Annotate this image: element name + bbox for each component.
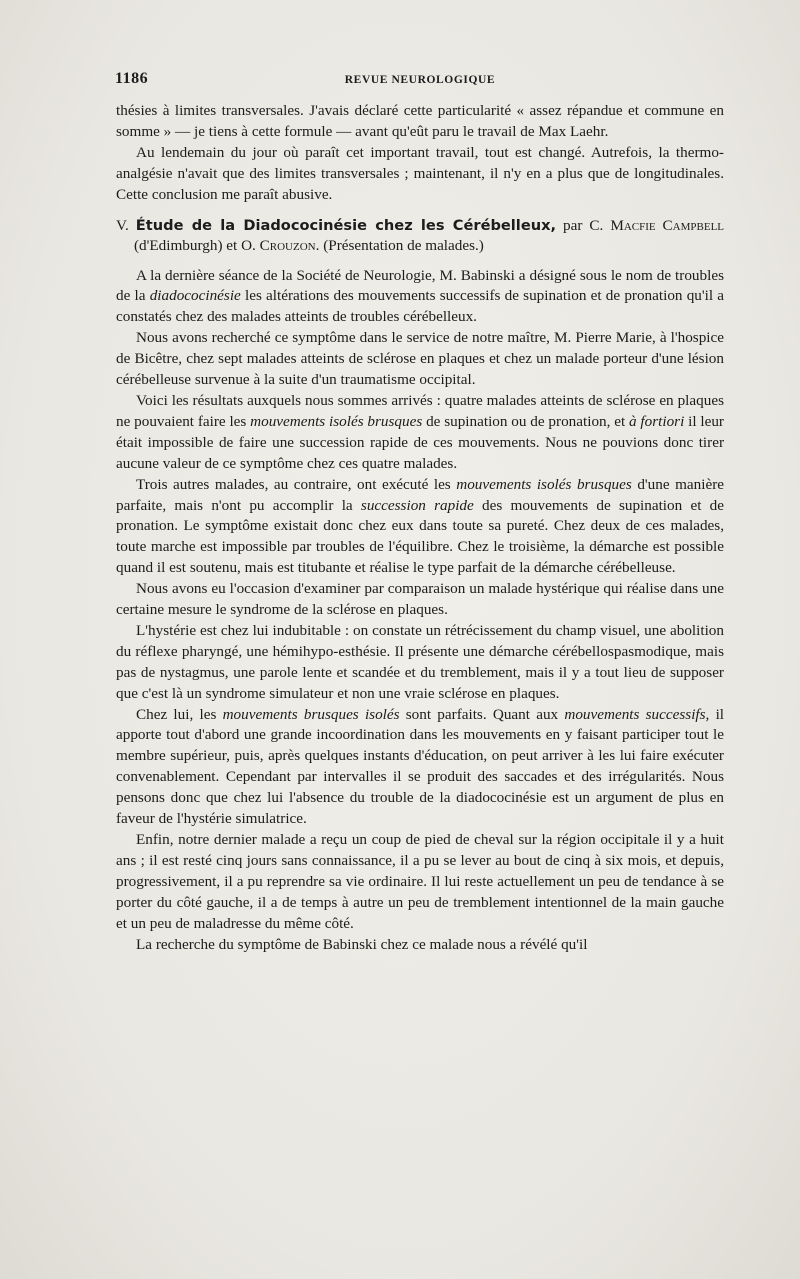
text-run: Voici les résultats auxquels nous sommes arrivés : quatre malades atteints de sclérose en plaques ne pouvaient faire les bbox=[116, 391, 724, 430]
author-name: Macfie Campbell bbox=[610, 216, 725, 234]
italic-term: mouvements brusques isolés bbox=[222, 705, 400, 723]
paragraph bbox=[116, 266, 724, 329]
paragraph: La recherche du symptôme de Babinski chez ce malade nous a révélé qu'il bbox=[136, 935, 588, 953]
paragraph bbox=[116, 391, 724, 475]
paragraph: L'hystérie est chez lui indubitable : on constate un rétrécissement du champ visuel, une abolition du réflexe pharyngé, une hémihypo-esthésie. Il présente une démarche cérébellospasmodique, mais pas de nystagmus, une parole lente et scandée et du tremblement, mais il y a tout lieu de supposer que c'est là un syndrome simulateur et non une vraie sclérose en plaques. bbox=[116, 621, 724, 702]
paragraph: Nous avons eu l'occasion d'examiner par comparaison un malade hystérique qui réalise dans une certaine mesure le syndrome de la sclérose en plaques. bbox=[116, 580, 724, 619]
text-run: d'une manière parfaite, mais n'ont pu accomplir la bbox=[116, 475, 725, 514]
text-run: il leur était impossible de faire une succession rapide de ces mouvements. Nous ne pouvions donc tirer aucune valeur de ce symptôme chez ces quatre malades. bbox=[116, 412, 724, 472]
text-run: les altérations des mouvements successifs de supination et de pronation qu'il a constatés chez des malades atteints de troubles cérébelleux. bbox=[116, 287, 725, 326]
page-number: 1186 bbox=[115, 70, 149, 87]
italic-term: mouvements successifs, bbox=[564, 705, 710, 723]
text-run: Trois autres malades, au contraire, ont exécuté les bbox=[136, 475, 457, 493]
text-run: A la dernière séance de la Société de Neurologie, M. Babinski a désigné sous le nom de troubles de la bbox=[116, 266, 724, 305]
page-header bbox=[115, 70, 725, 90]
paragraph: Enfin, notre dernier malade a reçu un coup de pied de cheval sur la région occipitale il y a huit ans ; il est resté cinq jours sans connaissance, il a pu se lever au bout de cinq à six mois, et depuis, progressivement, il a pu reprendre sa vie ordinaire. Il lui reste actuellement un peu de tendance à se porter du côté gauche, il a de temps à autre un peu de tremblement intentionnel de la main gauche et un peu de maladresse du même côté. bbox=[116, 831, 724, 932]
italic-term: mouvements isolés brusques bbox=[250, 412, 423, 430]
text-run: des mouvements de supination et de pronation. Le symptôme existait donc chez eux dans toute sa pureté. Chez deux de ces malades, toute marche est impossible par troubles de l'équilibre. Chez le troisième, la démarche est possible quand il est soutenu, mais est titubante et réalise le type parfait de la démarche cérébelleuse. bbox=[116, 496, 724, 577]
running-title: REVUE NEUROLOGIQUE bbox=[344, 74, 496, 86]
author-initial: O. bbox=[241, 237, 256, 255]
text-run: sont parfaits. Quant aux bbox=[399, 705, 565, 723]
page-body bbox=[116, 101, 724, 955]
section-note: . (Présentation de malades.) bbox=[315, 237, 484, 255]
paragraph bbox=[116, 705, 724, 830]
author-name: Crouzon bbox=[259, 237, 316, 255]
paragraph: Au lendemain du jour où paraît cet important travail, tout est changé. Autrefois, la thermo-analgésie n'avait que des limites transversales ; maintenant, il n'y en a plus que de longitudinales. Cette conclusion me paraît abusive. bbox=[116, 143, 724, 203]
text-run: de supination ou de pronation, et bbox=[422, 412, 630, 430]
italic-term: diadococinésie bbox=[149, 287, 241, 305]
paragraph bbox=[116, 475, 724, 580]
section-heading bbox=[116, 216, 724, 257]
section-numeral: V. bbox=[116, 216, 129, 234]
italic-term: à fortiori bbox=[629, 412, 685, 430]
text-run: Chez lui, les bbox=[136, 705, 223, 723]
paragraph: Nous avons recherché ce symptôme dans le service de notre maître, M. Pierre Marie, à l'hospice de Bicêtre, chez sept malades atteints de sclérose en plaques et chez un malade porteur d'une lésion cérébelleuse survenue à la suite d'un traumatisme occipital. bbox=[116, 329, 724, 389]
author-initial: C. bbox=[589, 216, 604, 234]
section-by: par bbox=[563, 216, 583, 234]
section-title: Étude de la Diadococinésie chez les Cérébelleux, bbox=[135, 216, 557, 234]
author-place: (d'Edimburgh) et bbox=[134, 237, 238, 255]
paragraph: thésies à limites transversales. J'avais déclaré cette particularité « assez répandue et commune en somme » — je tiens à cette formule — avant qu'eût paru le travail de Max Laehr. bbox=[116, 102, 724, 140]
italic-term: succession rapide bbox=[360, 496, 474, 514]
italic-term: mouvements isolés brusques bbox=[456, 475, 632, 493]
text-run: il apporte tout d'abord une grande incoordination dans les mouvements en y faisant participer tout le membre supérieur, puis, après quelques instants d'éducation, on peut arriver à les lui faire exécuter convenablement. Cependant par intervalles il se produit des saccades et des irrégularités. Nous pensons donc que chez lui l'absence du trouble de la diadococinésie est un argument de plus en faveur de l'hystérie simulatrice. bbox=[116, 705, 725, 828]
